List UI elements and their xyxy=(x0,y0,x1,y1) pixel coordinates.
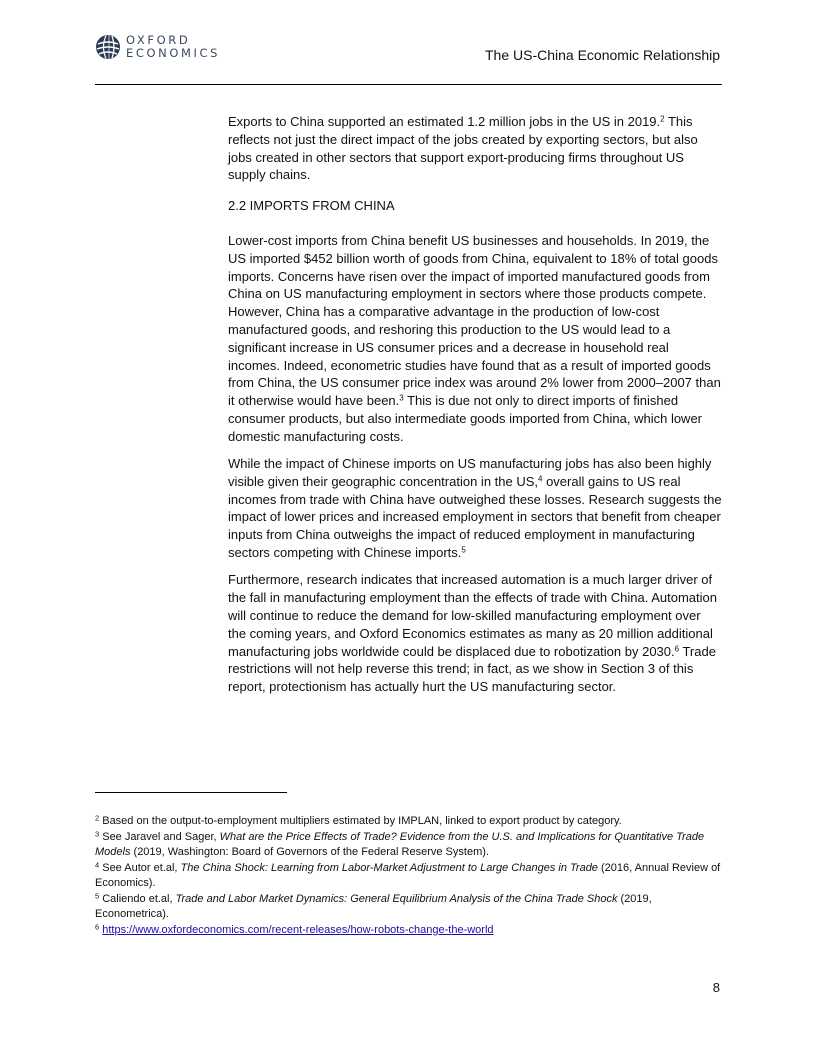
footnote-number: 4 xyxy=(95,860,100,869)
footnote-ref-4[interactable]: 4 xyxy=(538,474,543,484)
footnote-5 xyxy=(95,892,722,923)
footnote-ref-3[interactable]: 3 xyxy=(399,393,404,403)
footnote-6 xyxy=(95,923,722,939)
footnote-link[interactable]: https://www.oxfordeconomics.com/recent-releases/how-robots-change-the-world xyxy=(102,923,494,936)
footnote-2 xyxy=(95,814,722,830)
paragraph-text: Exports to China supported an estimated 1.2 million jobs in the US in 2019. xyxy=(228,114,661,129)
oxford-economics-logo xyxy=(95,34,220,60)
header-divider xyxy=(95,84,722,85)
footnote-text: See Autor et.al, xyxy=(99,861,181,874)
paragraph-text: This is due not only to direct imports of finished consumer products, but also intermediate goods imported from China, which lower domestic manufacturing costs. xyxy=(228,393,703,444)
main-text xyxy=(228,113,722,705)
footnote-divider xyxy=(95,792,287,793)
footnote-source-title: What are the Price Effects of Trade? Evidence from the U.S. and Implications for Quantitative Trade Models xyxy=(95,830,705,858)
footnote-text: Based on the output-to-employment multipliers estimated by IMPLAN, linked to export product by category. xyxy=(99,815,622,827)
footnote-4 xyxy=(95,861,722,892)
footnote-ref-2[interactable]: 2 xyxy=(660,114,665,124)
footnote-number: 5 xyxy=(95,891,100,900)
paragraph-manufacturing-jobs xyxy=(228,455,722,562)
paragraph-text: This reflects not just the direct impact of the jobs created by exporting sectors, but also jobs created in other sectors that support export-producing firms throughout US supply chains. xyxy=(228,114,698,183)
paragraph-automation xyxy=(228,571,722,696)
footnote-text: (2016, Annual Review of Economics). xyxy=(95,861,721,889)
footnote-text: (2019, Washington: Board of Governors of the Federal Reserve System). xyxy=(130,846,489,858)
paragraph-imports-benefit xyxy=(228,232,722,446)
paragraph-text: While the impact of Chinese imports on US manufacturing jobs has also been highly visible given their geographic concentration in the US, xyxy=(228,456,712,489)
logo-line-2: ECONOMICS xyxy=(126,46,221,60)
footnote-text: (2019, Econometrica). xyxy=(95,892,652,920)
footnotes xyxy=(95,814,722,938)
globe-logo-icon xyxy=(95,34,121,60)
footnote-number: 3 xyxy=(95,829,100,838)
footnote-text: Caliendo et.al, xyxy=(99,892,176,905)
footnote-3 xyxy=(95,830,722,861)
footnote-ref-5[interactable]: 5 xyxy=(461,545,466,555)
paragraph-text: overall gains to US real incomes from trade with China have outweighed these losses. Research suggests the impact of lower prices and increased employment in sectors that benefit from cheaper inputs from China outweighs the impact of reduced employment in manufacturing sectors competing with Chinese imports. xyxy=(228,473,722,561)
document-title: The US-China Economic Relationship xyxy=(485,47,720,63)
footnote-source-title: Trade and Labor Market Dynamics: General Equilibrium Analysis of the China Trade Shock xyxy=(175,892,618,905)
paragraph-text: Trade restrictions will not help reverse this trend; in fact, as we show in Section 3 of this report, protectionism has actually hurt the US manufacturing sector. xyxy=(228,643,716,695)
footnote-number: 6 xyxy=(95,922,100,931)
section-heading: 2.2 IMPORTS FROM CHINA xyxy=(228,198,395,214)
footnote-text: See Jaravel and Sager, xyxy=(99,830,220,843)
paragraph-text: Furthermore, research indicates that increased automation is a much larger driver of the fall in manufacturing employment than the effects of trade with China. Automation will continue to reduce the demand for low-skilled manufacturing employment over the coming years, and Oxford Economics estimates as many as 20 million additional manufacturing jobs worldwide could be displaced due to robotization by 2030. xyxy=(228,572,717,659)
logo-line-1: OXFORD xyxy=(126,33,191,47)
paragraph-text: Lower-cost imports from China benefit US businesses and households. In 2019, the US imported $452 billion worth of goods from China, equivalent to 18% of total goods imports. Concerns have risen over the impact of imported manufactured goods from China on US manufacturing employment in sectors where those products compete. However, China has a comparative advantage in the production of low-cost manufactured goods, and reshoring this production to the US would lead to a significant increase in US consumer prices and a decrease in household real incomes. Indeed, econometric studies have found that as a result of imported goods from China, the US consumer price index was around 2% lower from 2000–2007 than it otherwise would have been. xyxy=(228,232,721,409)
footnote-ref-6[interactable]: 6 xyxy=(674,644,680,654)
page-number: 8 xyxy=(712,980,720,995)
footnote-source-title: The China Shock: Learning from Labor-Market Adjustment to Large Changes in Trade xyxy=(180,861,598,874)
footnote-number: 2 xyxy=(95,813,100,823)
paragraph-exports-jobs xyxy=(228,113,722,184)
